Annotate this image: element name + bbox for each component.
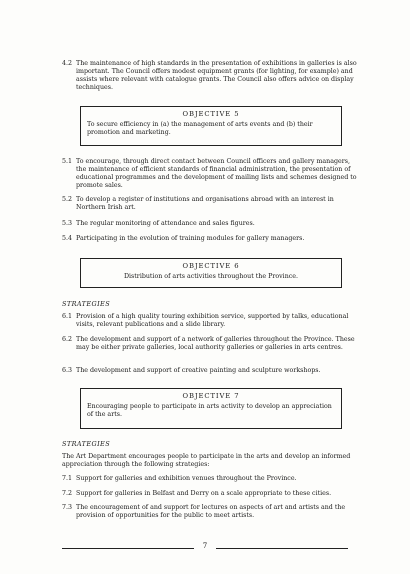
paragraph-6-1 [62,313,358,329]
item-text: Support for galleries in Belfast and Derry on a scale appropriate to these cities. [76,490,332,497]
footer-rule-right [216,548,348,549]
objective-6-text: Distribution of arts activities throughout the Province. [123,273,299,280]
item-text: The encouragement of and support for lectures on aspects of art and artists and the provision of opportunities for the public to meet artists. [76,504,346,520]
objective-5-title: OBJECTIVE 5 [182,110,240,118]
item-text: Participating in the evolution of training modules for gallery managers. [76,235,305,242]
item-number: 5.2 [62,196,73,203]
item-text: The development and support of creative painting and sculpture workshops. [76,367,321,374]
item-text: The regular monitoring of attendance and sales figures. [76,220,255,227]
page-number: 7 [202,542,208,550]
item-number: 5.4 [62,235,73,242]
item-text: To encourage, through direct contact between Council officers and gallery managers, the maintenance of efficient standards of financial administration, the presentation of educational programmes and the development of mailing lists and schemes designed to promote sales. [76,158,357,190]
objective-5-box [80,106,342,146]
item-text: Provision of a high quality touring exhibition service, supported by talks, educational visits, relevant publications and a slide library. [76,313,349,329]
item-text: Support for galleries and exhibition venues throughout the Province. [76,475,297,482]
item-number: 5.3 [62,220,73,227]
paragraph-5-2 [62,196,358,212]
paragraph-7-3 [62,504,358,520]
item-text: The maintenance of high standards in the presentation of exhibitions in galleries is also important. The Council offers modest equipment grants (for lighting, for example) and assists where relevant with catalogue grants. The Council also offers advice on display techniques. [76,60,357,92]
paragraph-5-4 [62,235,358,243]
item-number: 7.3 [62,504,73,511]
paragraph-6-3 [62,367,358,375]
paragraph-7-2 [62,490,358,498]
strategies-intro: The Art Department encourages people to participate in the arts and develop an informed appreciation through the following strategies: [62,453,351,469]
objective-5-text: To secure efficiency in (a) the management of arts events and (b) their promotion and marketing. [87,121,313,136]
objective-7-box [80,388,342,429]
item-text: To develop a register of institutions and organisations abroad with an interest in Northern Irish art. [76,196,334,212]
objective-7-text: Encouraging people to participate in arts activity to develop an appreciation of the arts. [87,403,332,418]
item-number: 7.1 [62,475,73,482]
paragraph-5-3 [62,220,358,228]
footer-rule-left [62,548,194,549]
objective-6-box [80,258,342,288]
item-number: 6.1 [62,313,73,320]
paragraph-5-1 [62,158,358,190]
item-number: 5.1 [62,158,73,165]
item-text: The development and support of a network of galleries throughout the Province. These may be either private galleries, local authority galleries or galleries in arts centres. [76,336,355,352]
strategies-heading: STRATEGIES [62,300,111,308]
paragraph-4-2 [62,60,358,92]
item-number: 7.2 [62,490,73,497]
item-number: 4.2 [62,60,73,67]
paragraph-6-2 [62,336,358,352]
objective-6-title: OBJECTIVE 6 [182,262,240,270]
item-number: 6.3 [62,367,73,374]
objective-7-title: OBJECTIVE 7 [182,392,240,400]
item-number: 6.2 [62,336,73,343]
paragraph-7-1 [62,475,358,483]
strategies-heading: STRATEGIES [62,440,111,448]
